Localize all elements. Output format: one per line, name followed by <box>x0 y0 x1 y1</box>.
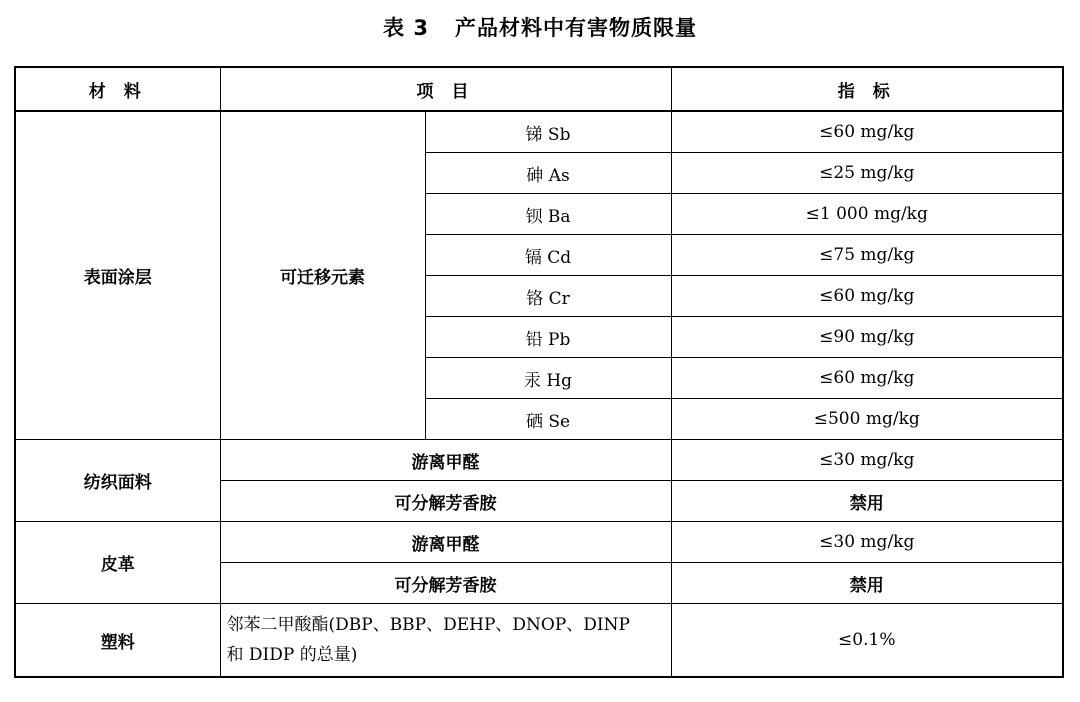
header-indicator: 指 标 <box>671 67 1063 111</box>
limit-cell: ≤1 000 mg/kg <box>671 194 1063 235</box>
item-cell-phthalates <box>220 604 671 678</box>
element-cell: 锑 Sb <box>425 111 671 153</box>
category-migratable-elements: 可迁移元素 <box>220 111 425 440</box>
table-title-text: 产品材料中有害物质限量 <box>454 16 697 40</box>
limit-cell: ≤25 mg/kg <box>671 153 1063 194</box>
element-cell: 铬 Cr <box>425 276 671 317</box>
material-leather: 皮革 <box>15 522 220 604</box>
element-cell: 砷 As <box>425 153 671 194</box>
table-row <box>15 111 1063 153</box>
phthalates-line-2: 和 DIDP 的总量) <box>226 645 358 665</box>
element-cell: 镉 Cd <box>425 235 671 276</box>
table-row <box>15 440 1063 481</box>
limit-cell: ≤90 mg/kg <box>671 317 1063 358</box>
limit-cell: ≤60 mg/kg <box>671 276 1063 317</box>
hazardous-substance-limits-table <box>14 66 1064 678</box>
header-row <box>15 67 1063 111</box>
limit-cell: ≤60 mg/kg <box>671 358 1063 399</box>
table-title <box>0 12 1080 42</box>
material-textile: 纺织面料 <box>15 440 220 522</box>
table-number: 表 3 <box>383 16 429 40</box>
element-cell: 铅 Pb <box>425 317 671 358</box>
item-cell: 可分解芳香胺 <box>220 481 671 522</box>
phthalates-line-1: 邻苯二甲酸酯(DBP、BBP、DEHP、DNOP、DINP <box>226 615 630 635</box>
limit-cell: ≤75 mg/kg <box>671 235 1063 276</box>
element-cell: 钡 Ba <box>425 194 671 235</box>
item-cell: 可分解芳香胺 <box>220 563 671 604</box>
limit-cell: ≤500 mg/kg <box>671 399 1063 440</box>
header-item: 项 目 <box>220 67 671 111</box>
item-cell: 游离甲醛 <box>220 440 671 481</box>
limit-cell: ≤30 mg/kg <box>671 440 1063 481</box>
table-row <box>15 522 1063 563</box>
table-row <box>15 604 1063 678</box>
material-coating: 表面涂层 <box>15 111 220 440</box>
element-cell: 汞 Hg <box>425 358 671 399</box>
header-material: 材 料 <box>15 67 220 111</box>
limit-cell: 禁用 <box>671 481 1063 522</box>
item-cell: 游离甲醛 <box>220 522 671 563</box>
limit-cell: ≤0.1% <box>671 604 1063 678</box>
element-cell: 硒 Se <box>425 399 671 440</box>
limit-cell: ≤30 mg/kg <box>671 522 1063 563</box>
limit-cell: ≤60 mg/kg <box>671 111 1063 153</box>
material-plastic: 塑料 <box>15 604 220 678</box>
limit-cell: 禁用 <box>671 563 1063 604</box>
